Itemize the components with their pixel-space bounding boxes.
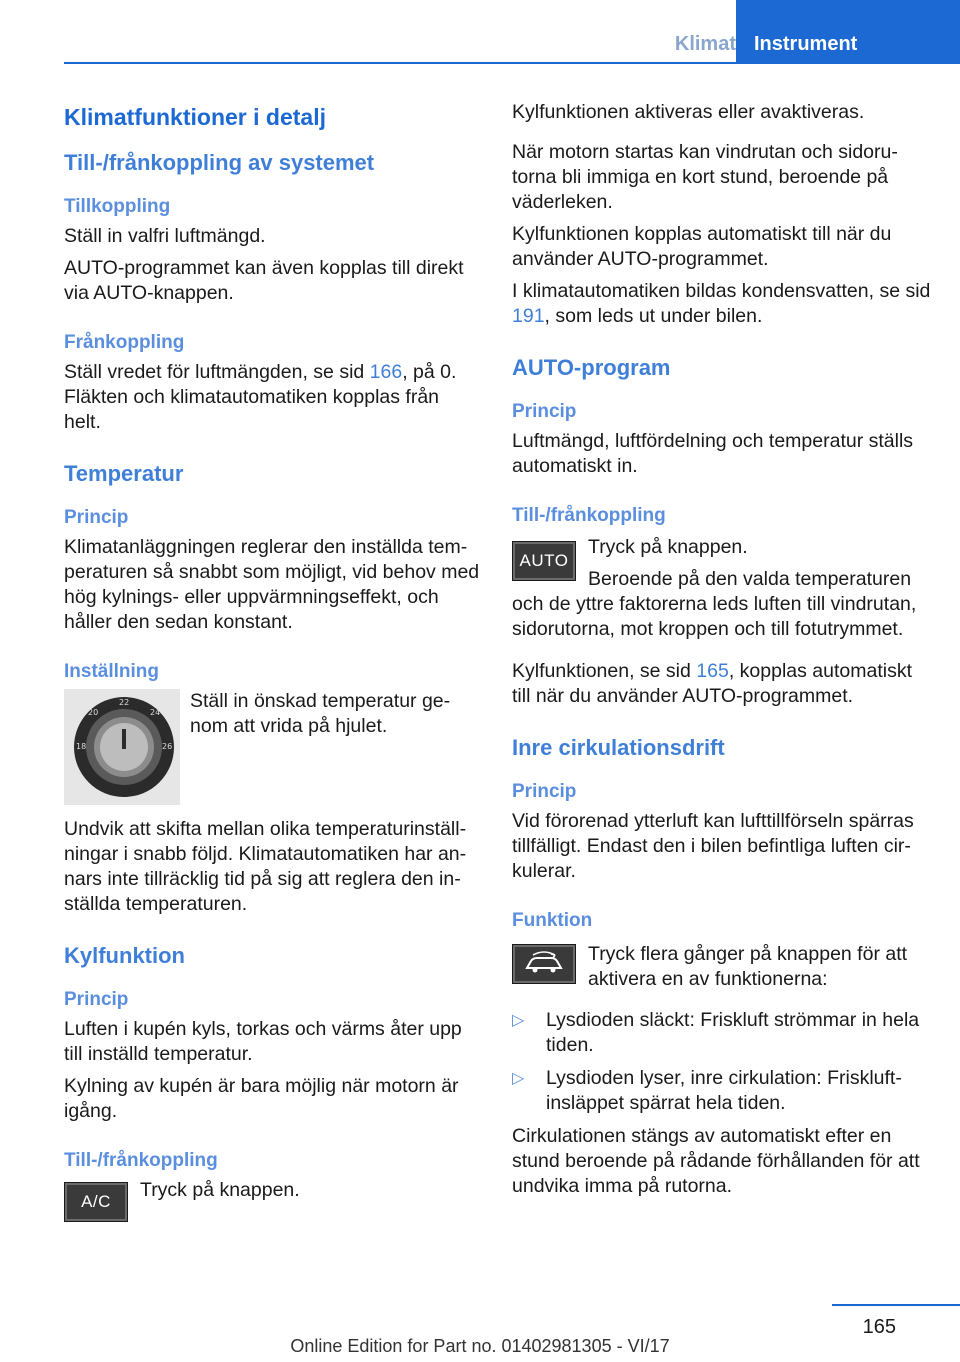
page-header bbox=[64, 0, 960, 64]
subheading-funktion: Funktion bbox=[512, 910, 593, 931]
subheading-tillkoppling: Tillkoppling bbox=[64, 196, 171, 217]
text-tillkoppling-2: AUTO-programmet kan även kopplas till direkt via AUTO-knappen. bbox=[64, 257, 464, 304]
text-funktion: Tryck flera gånger på knappen för att aktivera en av funktionerna: bbox=[588, 943, 908, 990]
text-right-1: Kylfunktionen aktiveras eller avaktiveras. bbox=[512, 101, 865, 123]
text-auto-1: Tryck på knappen. bbox=[588, 536, 748, 558]
auto-button-icon: AUTO bbox=[512, 541, 576, 581]
text-auto-2: Beroende på den valda temperaturen och de yttre faktorerna leds luften till vindrutan, sidorutorna, mot kroppen och till fotutrymmet. bbox=[512, 568, 917, 640]
temperature-dial-icon bbox=[64, 689, 180, 805]
dial-tick-18: 18 bbox=[76, 742, 87, 751]
ac-block bbox=[64, 1178, 480, 1228]
page-link-166[interactable]: 166 bbox=[369, 361, 403, 383]
list-item: ▷ Lysdioden lyser, inre cirkulation: Friskluft‐insläppet spärrat hela tiden. bbox=[512, 1067, 902, 1114]
text-ac: Tryck på knappen. bbox=[140, 1179, 300, 1201]
heading-inre-cirkulation: Inre cirkulationsdrift bbox=[512, 735, 725, 760]
dial-tick-26: 26 bbox=[162, 742, 173, 751]
subheading-princip-auto: Princip bbox=[512, 401, 577, 422]
recirculation-button-icon bbox=[512, 944, 576, 984]
heading-kylfunktion: Kylfunktion bbox=[64, 943, 185, 968]
text-right-4: I klimatautomatiken bildas kondensvatten, se sid 191, som leds ut under bilen. bbox=[512, 280, 931, 327]
page-number: 165 bbox=[862, 1316, 896, 1338]
text-right-2: När motorn startas kan vindrutan och sidoru‐torna bli immiga en kort stund, beroende på väderleken. bbox=[512, 141, 898, 213]
heading-auto-program: AUTO-program bbox=[512, 355, 671, 380]
text-cirkulation: Cirkulationen stängs av automatiskt efter en stund beroende på rådande förhållanden för att undvika imma på rutorna. bbox=[512, 1125, 920, 1197]
dial-tick-24: 24 bbox=[150, 708, 161, 717]
dial-tick-20: 20 bbox=[88, 708, 99, 717]
subheading-princip-kyl: Princip bbox=[64, 989, 129, 1010]
installning-block bbox=[64, 689, 480, 817]
text-princip-kyl-1: Luften i kupén kyls, torkas och värms åter upp till inställd temperatur. bbox=[64, 1018, 462, 1065]
section-tab-klimat[interactable]: Klimat bbox=[674, 33, 736, 55]
dial-tick-22: 22 bbox=[119, 698, 130, 707]
text-princip-inre: Vid förorenad ytterluft kan lufttillförseln spärras tillfälligt. Endast den i bilen befintliga luften cir‐kulerar. bbox=[512, 810, 914, 882]
text-princip-temp: Klimatanläggningen reglerar den inställda tem‐peraturen så snabbt som möjligt, vid behov med hög kylnings- eller uppvärmningseffekt, och håller den sedan konstant. bbox=[64, 536, 480, 633]
triangle-bullet-icon: ▷ bbox=[512, 1012, 525, 1029]
chapter-heading: Klimatfunktioner i detalj bbox=[64, 104, 326, 130]
subheading-frankoppling: Frånkoppling bbox=[64, 332, 185, 353]
left-column bbox=[64, 100, 480, 1228]
triangle-bullet-icon: ▷ bbox=[512, 1070, 525, 1087]
text-princip-auto: Luftmängd, luftfördelning och temperatur ställs automatiskt in. bbox=[512, 430, 914, 477]
subheading-princip-temp: Princip bbox=[64, 507, 129, 528]
text-princip-kyl-2: Kylning av kupén är bara möjlig när motorn är igång. bbox=[64, 1075, 459, 1122]
right-column bbox=[512, 100, 932, 1206]
subheading-onoff-auto: Till-/frånkoppling bbox=[512, 505, 666, 526]
subheading-princip-inre: Princip bbox=[512, 781, 577, 802]
page-link-165[interactable]: 165 bbox=[696, 660, 729, 682]
function-list bbox=[512, 1008, 932, 1116]
subheading-onoff-kyl: Till-/frånkoppling bbox=[64, 1150, 218, 1171]
text-undvik: Undvik att skifta mellan olika temperaturinställ‐ningar i snabb följd. Klimatautomatiken har an‐nars inte tillräcklig tid på sig att reglera den in‐ställda temperaturen. bbox=[64, 818, 467, 915]
section-tab-instrument[interactable]: Instrument bbox=[736, 0, 960, 62]
auto-block bbox=[512, 535, 932, 642]
footer-edition: Online Edition for Part no. 01402981305 - VI/17 bbox=[290, 1336, 670, 1356]
text-auto-3: Kylfunktionen, se sid 165, kopplas automatiskt till när du använder AUTO-programmet. bbox=[512, 660, 913, 707]
page-link-191[interactable]: 191 bbox=[512, 305, 545, 327]
recirc-block bbox=[512, 942, 932, 1008]
footer-rule bbox=[832, 1304, 960, 1306]
heading-onoff-system: Till-/frånkoppling av systemet bbox=[64, 150, 375, 175]
list-item: ▷ Lysdioden släckt: Friskluft strömmar in hela tiden. bbox=[512, 1009, 920, 1056]
subheading-installning: Inställning bbox=[64, 661, 159, 682]
ac-button-icon: A/C bbox=[64, 1182, 128, 1222]
heading-temperatur: Temperatur bbox=[64, 461, 184, 486]
text-tillkoppling-1: Ställ in valfri luftmängd. bbox=[64, 225, 266, 247]
text-frankoppling: Ställ vredet för luftmängden, se sid 166, på 0. Fläkten och klimatautomatiken kopplas från helt. bbox=[64, 361, 457, 433]
text-right-3: Kylfunktionen kopplas automatiskt till när du använder AUTO-programmet. bbox=[512, 223, 892, 270]
text-installning: Ställ in önskad temperatur ge‐nom att vrida på hjulet. bbox=[190, 690, 451, 737]
